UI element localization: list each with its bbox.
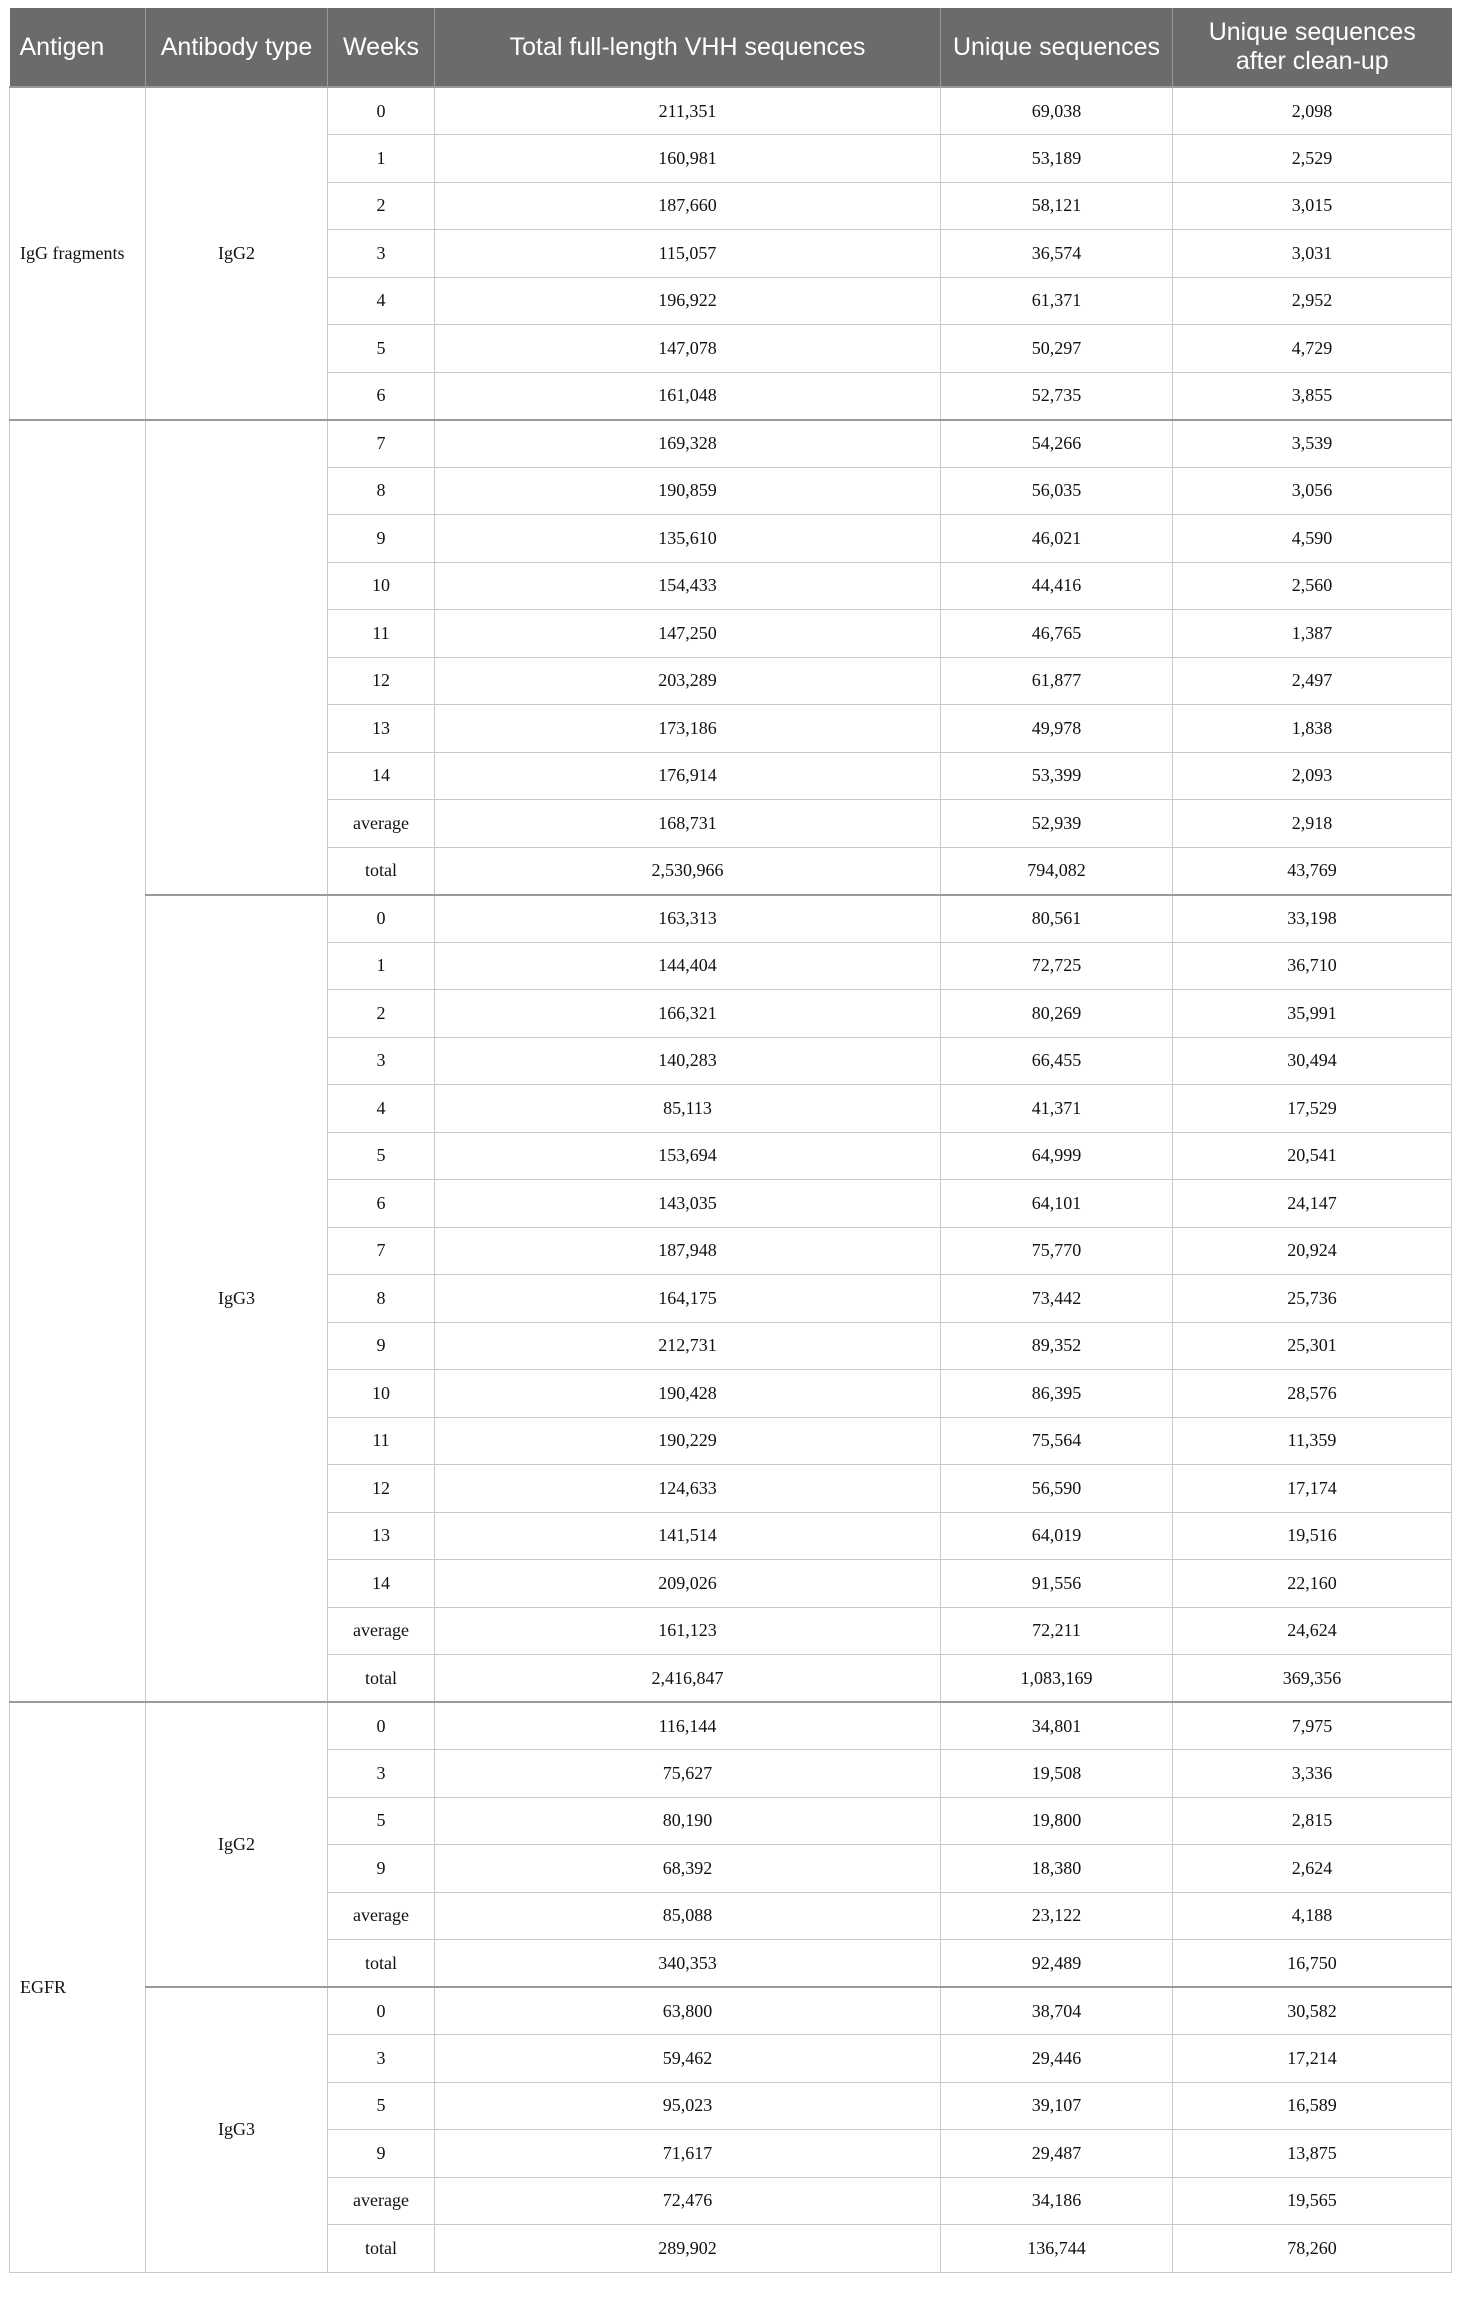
unique-after-cleanup-cell: 2,529 [1173,135,1452,183]
antigen-cell: EGFR [10,1702,146,2272]
weeks-cell: 7 [328,1227,435,1275]
unique-after-cleanup-cell: 2,918 [1173,800,1452,848]
unique-after-cleanup-cell: 43,769 [1173,847,1452,895]
unique-sequences-cell: 52,939 [941,800,1173,848]
total-sequences-cell: 59,462 [435,2035,941,2083]
total-sequences-cell: 80,190 [435,1797,941,1845]
unique-after-cleanup-cell: 2,952 [1173,277,1452,325]
unique-sequences-cell: 69,038 [941,87,1173,135]
total-sequences-cell: 211,351 [435,87,941,135]
unique-after-cleanup-cell: 3,031 [1173,230,1452,278]
total-sequences-cell: 169,328 [435,420,941,468]
antibody-type-cell: IgG3 [146,1987,328,2272]
weeks-cell: 8 [328,1275,435,1323]
unique-sequences-cell: 53,189 [941,135,1173,183]
table-container [9,8,1451,2273]
total-sequences-cell: 161,123 [435,1607,941,1655]
unique-after-cleanup-cell: 2,815 [1173,1797,1452,1845]
table-row [10,1702,1452,1750]
total-sequences-cell: 168,731 [435,800,941,848]
total-sequences-cell: 140,283 [435,1037,941,1085]
total-sequences-cell: 2,530,966 [435,847,941,895]
total-sequences-cell: 187,948 [435,1227,941,1275]
weeks-cell: 13 [328,705,435,753]
total-sequences-cell: 115,057 [435,230,941,278]
total-sequences-cell: 135,610 [435,515,941,563]
total-sequences-cell: 85,088 [435,1892,941,1940]
unique-sequences-cell: 50,297 [941,325,1173,373]
unique-sequences-cell: 53,399 [941,752,1173,800]
total-sequences-cell: 163,313 [435,895,941,943]
antibody-type-cell [146,420,328,895]
weeks-cell: 10 [328,562,435,610]
weeks-cell: 10 [328,1370,435,1418]
weeks-cell: 3 [328,2035,435,2083]
unique-sequences-cell: 36,574 [941,230,1173,278]
unique-sequences-cell: 64,019 [941,1512,1173,1560]
total-sequences-cell: 85,113 [435,1085,941,1133]
unique-after-cleanup-cell: 24,624 [1173,1607,1452,1655]
unique-after-cleanup-cell: 30,582 [1173,1987,1452,2035]
header-unique-after-cleanup: Unique sequences after clean-up [1173,8,1452,87]
antibody-type-cell: IgG2 [146,87,328,420]
weeks-cell: 6 [328,372,435,420]
weeks-cell: 9 [328,1845,435,1893]
unique-sequences-cell: 19,508 [941,1750,1173,1798]
weeks-cell: 5 [328,1797,435,1845]
total-sequences-cell: 147,078 [435,325,941,373]
total-sequences-cell: 190,428 [435,1370,941,1418]
table-row [10,1987,1452,2035]
unique-sequences-cell: 41,371 [941,1085,1173,1133]
total-sequences-cell: 2,416,847 [435,1655,941,1703]
total-sequences-cell: 154,433 [435,562,941,610]
unique-sequences-cell: 72,211 [941,1607,1173,1655]
unique-sequences-cell: 64,999 [941,1132,1173,1180]
weeks-cell: 3 [328,1037,435,1085]
total-sequences-cell: 153,694 [435,1132,941,1180]
weeks-cell: average [328,1892,435,1940]
unique-sequences-cell: 89,352 [941,1322,1173,1370]
unique-after-cleanup-cell: 13,875 [1173,2130,1452,2178]
weeks-cell: 4 [328,1085,435,1133]
total-sequences-cell: 196,922 [435,277,941,325]
total-sequences-cell: 209,026 [435,1560,941,1608]
total-sequences-cell: 143,035 [435,1180,941,1228]
unique-after-cleanup-cell: 33,198 [1173,895,1452,943]
antibody-type-cell: IgG3 [146,895,328,1703]
unique-after-cleanup-cell: 369,356 [1173,1655,1452,1703]
weeks-cell: total [328,847,435,895]
unique-sequences-cell: 29,446 [941,2035,1173,2083]
weeks-cell: 9 [328,1322,435,1370]
header-antigen: Antigen [10,8,146,87]
unique-after-cleanup-cell: 3,056 [1173,467,1452,515]
unique-sequences-cell: 86,395 [941,1370,1173,1418]
weeks-cell: average [328,1607,435,1655]
unique-sequences-cell: 75,770 [941,1227,1173,1275]
unique-after-cleanup-cell: 1,838 [1173,705,1452,753]
total-sequences-cell: 289,902 [435,2225,941,2273]
table-row [10,420,1452,468]
weeks-cell: 5 [328,325,435,373]
unique-sequences-cell: 39,107 [941,2082,1173,2130]
unique-sequences-cell: 92,489 [941,1940,1173,1988]
weeks-cell: 8 [328,467,435,515]
total-sequences-cell: 72,476 [435,2177,941,2225]
unique-after-cleanup-cell: 28,576 [1173,1370,1452,1418]
header-unique-sequences: Unique sequences [941,8,1173,87]
unique-sequences-cell: 49,978 [941,705,1173,753]
unique-after-cleanup-cell: 20,541 [1173,1132,1452,1180]
total-sequences-cell: 176,914 [435,752,941,800]
unique-sequences-cell: 56,035 [941,467,1173,515]
total-sequences-cell: 190,229 [435,1417,941,1465]
weeks-cell: 12 [328,657,435,705]
table-row [10,87,1452,135]
weeks-cell: 12 [328,1465,435,1513]
unique-after-cleanup-cell: 3,855 [1173,372,1452,420]
unique-sequences-cell: 61,877 [941,657,1173,705]
unique-sequences-cell: 56,590 [941,1465,1173,1513]
unique-after-cleanup-cell: 22,160 [1173,1560,1452,1608]
weeks-cell: 9 [328,2130,435,2178]
total-sequences-cell: 147,250 [435,610,941,658]
total-sequences-cell: 203,289 [435,657,941,705]
header-total-sequences: Total full-length VHH sequences [435,8,941,87]
unique-after-cleanup-cell: 78,260 [1173,2225,1452,2273]
weeks-cell: 0 [328,895,435,943]
total-sequences-cell: 164,175 [435,1275,941,1323]
unique-sequences-cell: 38,704 [941,1987,1173,2035]
unique-after-cleanup-cell: 30,494 [1173,1037,1452,1085]
unique-sequences-cell: 46,765 [941,610,1173,658]
unique-after-cleanup-cell: 25,736 [1173,1275,1452,1323]
unique-after-cleanup-cell: 4,188 [1173,1892,1452,1940]
unique-after-cleanup-cell: 3,015 [1173,182,1452,230]
unique-after-cleanup-cell: 4,590 [1173,515,1452,563]
unique-after-cleanup-cell: 2,497 [1173,657,1452,705]
total-sequences-cell: 68,392 [435,1845,941,1893]
total-sequences-cell: 212,731 [435,1322,941,1370]
unique-after-cleanup-cell: 7,975 [1173,1702,1452,1750]
total-sequences-cell: 124,633 [435,1465,941,1513]
unique-after-cleanup-cell: 4,729 [1173,325,1452,373]
unique-after-cleanup-cell: 35,991 [1173,990,1452,1038]
unique-sequences-cell: 29,487 [941,2130,1173,2178]
antigen-cell: IgG fragments [10,87,146,420]
weeks-cell: 9 [328,515,435,563]
total-sequences-cell: 340,353 [435,1940,941,1988]
total-sequences-cell: 160,981 [435,135,941,183]
unique-after-cleanup-cell: 25,301 [1173,1322,1452,1370]
unique-sequences-cell: 64,101 [941,1180,1173,1228]
unique-sequences-cell: 34,186 [941,2177,1173,2225]
weeks-cell: 2 [328,990,435,1038]
unique-sequences-cell: 75,564 [941,1417,1173,1465]
unique-after-cleanup-cell: 3,539 [1173,420,1452,468]
total-sequences-cell: 161,048 [435,372,941,420]
unique-after-cleanup-cell: 16,589 [1173,2082,1452,2130]
weeks-cell: 4 [328,277,435,325]
unique-after-cleanup-cell: 19,516 [1173,1512,1452,1560]
weeks-cell: 3 [328,1750,435,1798]
unique-sequences-cell: 80,269 [941,990,1173,1038]
weeks-cell: 6 [328,1180,435,1228]
total-sequences-cell: 75,627 [435,1750,941,1798]
antigen-cell-empty [10,420,146,1703]
unique-sequences-cell: 23,122 [941,1892,1173,1940]
unique-sequences-cell: 1,083,169 [941,1655,1173,1703]
weeks-cell: total [328,1940,435,1988]
weeks-cell: 0 [328,87,435,135]
total-sequences-cell: 63,800 [435,1987,941,2035]
header-row [10,8,1452,87]
unique-after-cleanup-cell: 19,565 [1173,2177,1452,2225]
unique-sequences-cell: 61,371 [941,277,1173,325]
unique-sequences-cell: 19,800 [941,1797,1173,1845]
weeks-cell: total [328,2225,435,2273]
header-weeks: Weeks [328,8,435,87]
unique-after-cleanup-cell: 3,336 [1173,1750,1452,1798]
unique-after-cleanup-cell: 16,750 [1173,1940,1452,1988]
weeks-cell: 1 [328,135,435,183]
unique-sequences-cell: 72,725 [941,942,1173,990]
unique-sequences-cell: 54,266 [941,420,1173,468]
header-antibody-type: Antibody type [146,8,328,87]
table-row [10,895,1452,943]
unique-after-cleanup-cell: 2,624 [1173,1845,1452,1893]
weeks-cell: 3 [328,230,435,278]
unique-after-cleanup-cell: 11,359 [1173,1417,1452,1465]
table-body [10,87,1452,2272]
unique-after-cleanup-cell: 2,098 [1173,87,1452,135]
unique-sequences-cell: 52,735 [941,372,1173,420]
weeks-cell: average [328,800,435,848]
unique-after-cleanup-cell: 1,387 [1173,610,1452,658]
total-sequences-cell: 116,144 [435,1702,941,1750]
unique-sequences-cell: 66,455 [941,1037,1173,1085]
weeks-cell: 13 [328,1512,435,1560]
weeks-cell: 11 [328,610,435,658]
unique-sequences-cell: 46,021 [941,515,1173,563]
unique-sequences-cell: 794,082 [941,847,1173,895]
weeks-cell: 0 [328,1702,435,1750]
unique-after-cleanup-cell: 17,529 [1173,1085,1452,1133]
unique-after-cleanup-cell: 24,147 [1173,1180,1452,1228]
unique-after-cleanup-cell: 2,093 [1173,752,1452,800]
total-sequences-cell: 173,186 [435,705,941,753]
unique-sequences-cell: 18,380 [941,1845,1173,1893]
weeks-cell: 5 [328,1132,435,1180]
weeks-cell: 0 [328,1987,435,2035]
unique-sequences-cell: 136,744 [941,2225,1173,2273]
weeks-cell: average [328,2177,435,2225]
weeks-cell: 5 [328,2082,435,2130]
total-sequences-cell: 187,660 [435,182,941,230]
total-sequences-cell: 144,404 [435,942,941,990]
unique-after-cleanup-cell: 36,710 [1173,942,1452,990]
unique-sequences-cell: 80,561 [941,895,1173,943]
weeks-cell: 14 [328,752,435,800]
weeks-cell: 14 [328,1560,435,1608]
total-sequences-cell: 95,023 [435,2082,941,2130]
weeks-cell: total [328,1655,435,1703]
unique-sequences-cell: 91,556 [941,1560,1173,1608]
unique-after-cleanup-cell: 20,924 [1173,1227,1452,1275]
unique-after-cleanup-cell: 17,174 [1173,1465,1452,1513]
unique-after-cleanup-cell: 2,560 [1173,562,1452,610]
unique-sequences-cell: 44,416 [941,562,1173,610]
sequencing-summary-table [9,8,1452,2273]
weeks-cell: 1 [328,942,435,990]
total-sequences-cell: 141,514 [435,1512,941,1560]
unique-after-cleanup-cell: 17,214 [1173,2035,1452,2083]
total-sequences-cell: 71,617 [435,2130,941,2178]
weeks-cell: 2 [328,182,435,230]
unique-sequences-cell: 34,801 [941,1702,1173,1750]
weeks-cell: 11 [328,1417,435,1465]
unique-sequences-cell: 58,121 [941,182,1173,230]
unique-sequences-cell: 73,442 [941,1275,1173,1323]
total-sequences-cell: 166,321 [435,990,941,1038]
weeks-cell: 7 [328,420,435,468]
antibody-type-cell: IgG2 [146,1702,328,1987]
total-sequences-cell: 190,859 [435,467,941,515]
